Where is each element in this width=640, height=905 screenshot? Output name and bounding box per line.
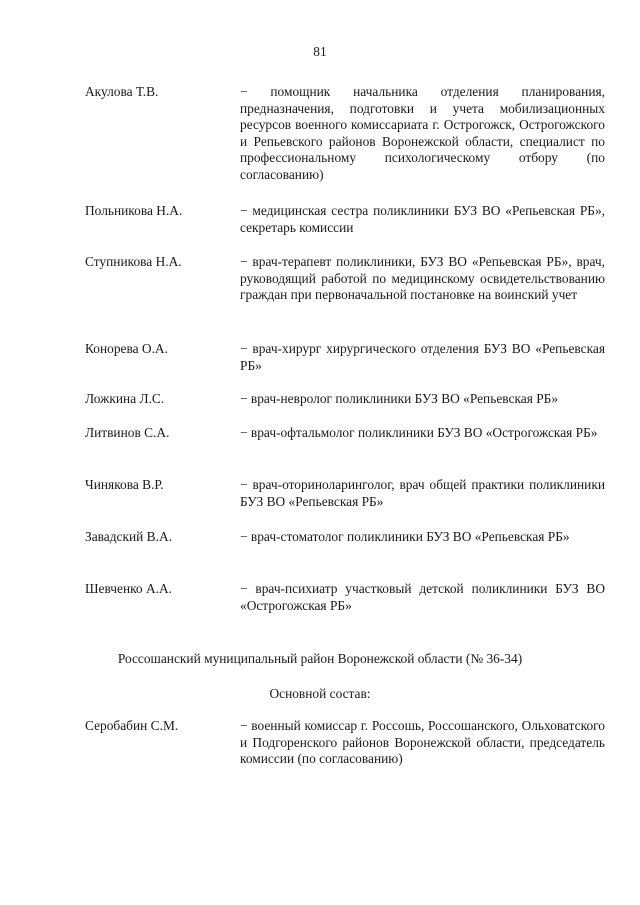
member-name: Ступникова Н.А.: [85, 254, 182, 269]
member-name: Чинякова В.Р.: [85, 477, 164, 492]
member-name: Шевченко А.А.: [85, 581, 173, 596]
member-description: − военный комиссар г. Россошь, Россошанского, Ольховатского и Подгоренского районов Воронежской области, председатель комиссии (по согласованию): [240, 718, 605, 767]
member-name: Конорева О.А.: [85, 341, 168, 356]
member-description: − помощник начальника отделения планирования, предназначения, подготовки и учета мобилизационных ресурсов военного комиссариата г. Острогожск, Острогожского и Репьевского районов Воронежской области, специалист по профессиональному психологическому отбору (по согласованию): [240, 84, 605, 182]
member-name: Серобабин С.М.: [85, 718, 179, 733]
member-description: − врач-оториноларинголог, врач общей практики поликлиники БУЗ ВО «Репьевская РБ»: [240, 477, 605, 509]
member-description: − врач-психиатр участковый детской поликлиники БУЗ ВО «Острогожская РБ»: [240, 581, 605, 613]
composition-heading: Основной состав:: [269, 686, 371, 701]
member-description: − медицинская сестра поликлиники БУЗ ВО «Репьевская РБ», секретарь комиссии: [240, 203, 605, 235]
member-name: Акулова Т.В.: [85, 84, 159, 99]
member-name: Польникова Н.А.: [85, 203, 183, 218]
member-name: Литвинов С.А.: [85, 425, 170, 440]
section-heading: Россошанский муниципальный район Воронежской области (№ 36-34): [117, 651, 523, 666]
member-description: − врач-офтальмолог поликлиники БУЗ ВО «Острогожская РБ»: [240, 425, 598, 440]
member-name: Завадский В.А.: [85, 529, 172, 544]
member-name: Ложкина Л.С.: [85, 391, 165, 406]
member-description: − врач-стоматолог поликлиники БУЗ ВО «Репьевская РБ»: [240, 529, 570, 544]
member-description: − врач-терапевт поликлиники, БУЗ ВО «Репьевская РБ», врач, руководящий работой по медицинскому освидетельствованию граждан при первоначальной постановке на воинский учет: [240, 254, 605, 303]
page-number: 81: [313, 44, 327, 59]
member-description: − врач-хирург хирургического отделения БУЗ ВО «Репьевская РБ»: [240, 341, 605, 373]
member-description: − врач-невролог поликлиники БУЗ ВО «Репьевская РБ»: [240, 391, 559, 406]
